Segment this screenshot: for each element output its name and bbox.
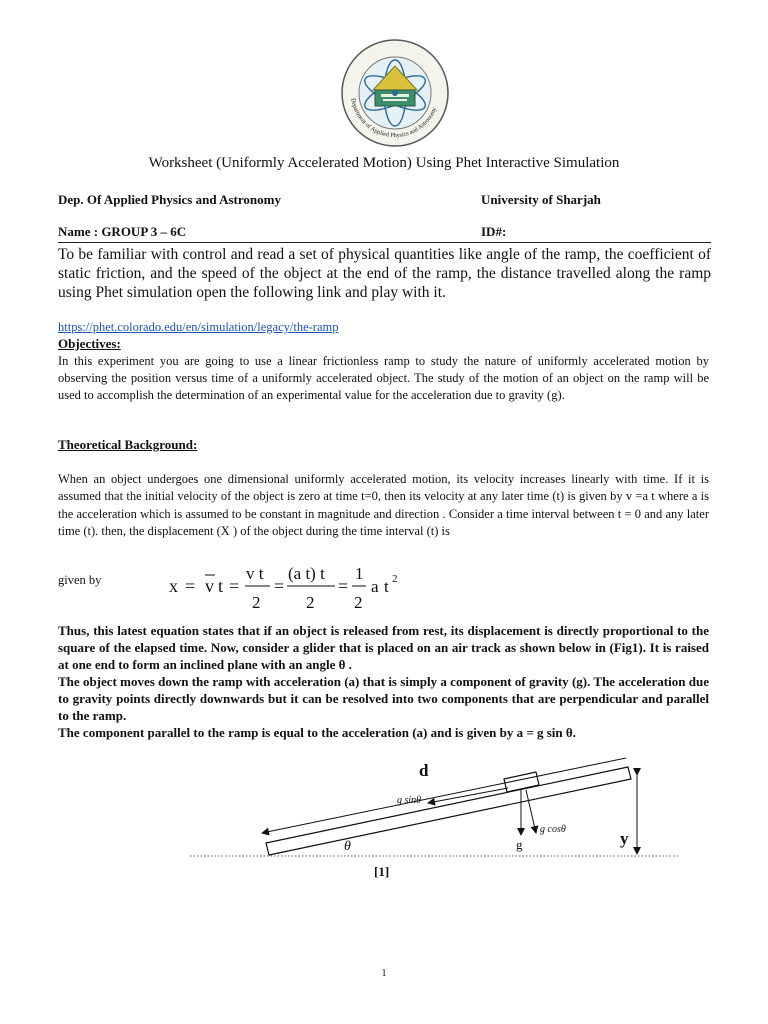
objectives-heading: Objectives: <box>58 336 121 351</box>
theory-paragraph: When an object undergoes one dimensional uniformly accelerated motion, its velocity increases linearly with time. If it is assumed that the initial velocity of the object is zero at time t=0, then its velocity at any later time (t) is given by v =a t where a is the acceleration which is assumed to be constant in magnitude and direction . Consider a time interval between t = 0 and any later time (t). then, the displacement (X ) of the object during the time interval (t) is <box>58 472 709 538</box>
objectives-paragraph: In this experiment you are going to use a linear frictionless ramp to study the nature of uniformly accelerated motion by observing the position versus time of a uniformly accelerated object. The study of the motion of an object on the ramp will be used to accomplish the determination of an experimental value for the acceleration due to gravity (g). <box>58 354 709 402</box>
g-label: g <box>516 837 523 852</box>
university-seal-logo <box>337 38 453 148</box>
ramp-track <box>266 767 631 855</box>
eq-a: a <box>371 577 379 596</box>
university-label: University of Sharjah <box>481 192 601 207</box>
ramp-explanation-paragraph: Thus, this latest equation states that if an object is released from rest, its displacement is directly proportional to the square of the elapsed time. Now, consider a glider that is placed on an air track as shown below in (Fig1). It is raised at one end to form an inclined plane with an angle θ . The object moves down the ramp with acceleration (a) that is simply a component of gravity (g). The acceleration due to gravity points directly downwards but it can be resolved into two components that are perpendicular and parallel to the ramp. The component parallel to the ramp is equal to the acceleration (a) and is given by a = g sin θ. <box>58 623 709 740</box>
eq-equals-4: = <box>338 576 349 596</box>
theta-label: θ <box>344 839 351 854</box>
eq-x: x <box>169 576 178 596</box>
eq-equals-1: = <box>185 576 196 596</box>
y-label: y <box>620 829 629 848</box>
phet-simulation-link[interactable]: https://phet.colorado.edu/en/simulation/legacy/the-ramp <box>58 320 339 334</box>
eq-frac3-den: 2 <box>354 593 363 612</box>
eq-frac2-num: (a t) t <box>288 564 325 583</box>
eq-equals-3: = <box>274 576 285 596</box>
d-arrow <box>262 758 626 833</box>
student-name-field: Name : GROUP 3 – 6C <box>58 224 187 239</box>
eq-frac1-den: 2 <box>252 593 261 612</box>
eq-equals-2: = <box>229 576 240 596</box>
page-number: 1 <box>381 968 387 979</box>
given-by-label: given by <box>58 573 102 587</box>
eq-t: t <box>218 576 224 596</box>
student-id-field: ID#: <box>481 224 507 239</box>
theory-heading: Theoretical Background: <box>58 437 198 452</box>
g-sin-label: g sinθ <box>397 795 422 806</box>
eq-frac3-num: 1 <box>355 564 364 583</box>
eq-vbar: v <box>205 576 214 596</box>
displacement-equation <box>163 560 423 618</box>
figure-caption: [1] <box>374 864 390 879</box>
d-label: d <box>419 761 429 780</box>
header-divider <box>58 242 711 243</box>
eq-exponent: 2 <box>392 573 398 585</box>
eq-frac1-num: v t <box>246 564 264 583</box>
eq-t-final: t <box>384 577 389 596</box>
worksheet-title: Worksheet (Uniformly Accelerated Motion) Using Phet Interactive Simulation <box>148 155 620 171</box>
inclined-ramp-diagram <box>190 755 680 865</box>
logo-ring-text: Department of Applied Physics and Astronomy <box>349 97 439 140</box>
department-label: Dep. Of Applied Physics and Astronomy <box>58 192 281 207</box>
eq-frac2-den: 2 <box>306 593 315 612</box>
intro-paragraph: To be familiar with control and read a set of physical quantities like angle of the ramp, the coefficient of static friction, and the speed of the object at the end of the ramp, the distance travelled along the ramp using Phet simulation open the following link and play with it. <box>58 246 711 301</box>
g-cos-label: g cosθ <box>540 824 566 835</box>
